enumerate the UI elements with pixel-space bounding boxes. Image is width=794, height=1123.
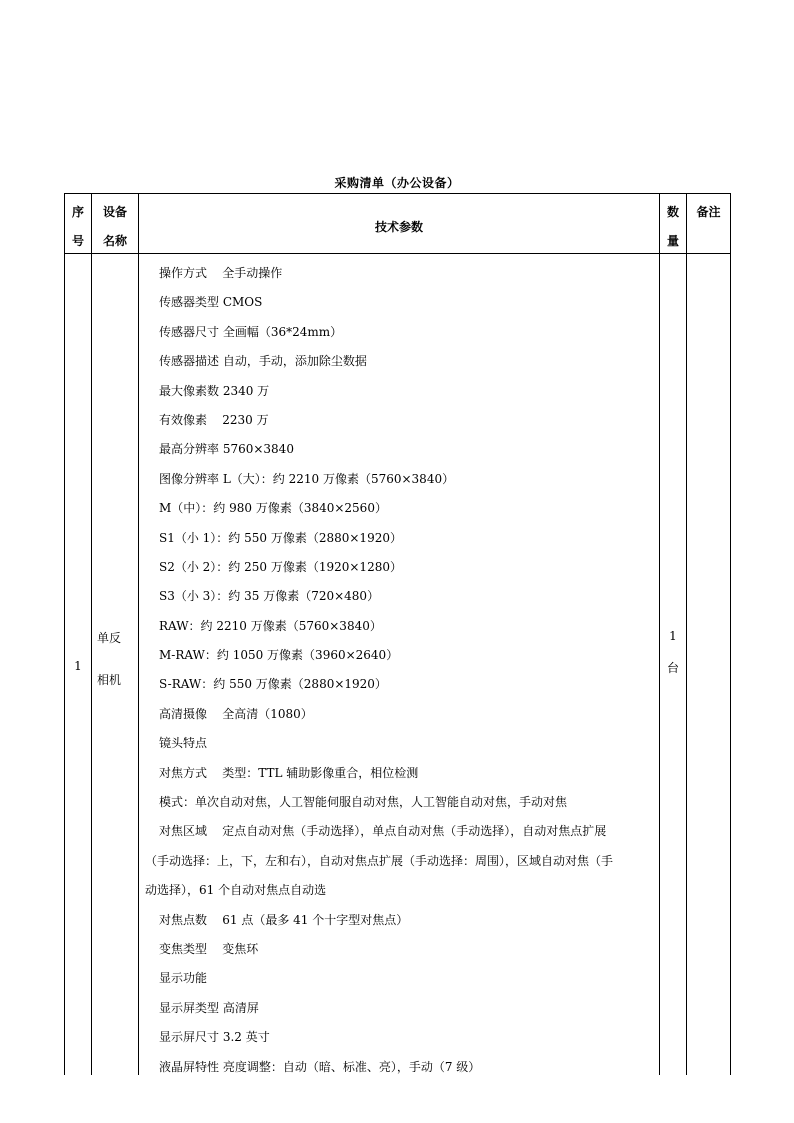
param-line: 图像分辨率 L（大）：约 2210 万像素（5760×3840） <box>159 471 455 486</box>
row1-name-line2: 相机 <box>97 673 122 687</box>
header-name-line2: 名称 <box>102 234 127 248</box>
procurement-table <box>64 193 731 1075</box>
header-note-label: 备注 <box>696 205 721 219</box>
param-line: S1（小 1）：约 550 万像素（2880×1920） <box>159 530 402 545</box>
param-line: 传感器尺寸 全画幅（36*24mm） <box>159 324 343 339</box>
param-line: 操作方式 全手动操作 <box>159 266 283 280</box>
param-line: 液晶屏特性 亮度调整：自动（暗、标准、亮），手动（7 级） <box>159 1059 481 1074</box>
header-params-label: 技术参数 <box>374 220 423 234</box>
param-line: 对焦区域 定点自动对焦（手动选择），单点自动对焦（手动选择），自动对焦点扩展 <box>159 824 607 839</box>
header-qty-line1: 数 <box>666 205 679 219</box>
param-line: M（中）：约 980 万像素（3840×2560） <box>159 501 387 516</box>
header-name-cell <box>92 194 139 254</box>
header-params-cell <box>139 194 660 254</box>
header-note-cell <box>687 194 731 254</box>
param-line: （手动选择：上，下，左和右），自动对焦点扩展（手动选择：周围），区域自动对焦（手 <box>145 853 614 868</box>
row1-params-cell <box>139 254 660 1075</box>
header-qty-line2: 量 <box>666 234 679 248</box>
header-qty-cell <box>660 194 687 254</box>
param-line: 传感器描述 自动，手动，添加除尘数据 <box>159 354 367 369</box>
param-line: 有效像素 2230 万 <box>159 412 269 427</box>
row1-note-cell <box>687 254 731 1075</box>
row1-seq: 1 <box>74 659 82 673</box>
row1-qty-unit: 台 <box>666 661 679 675</box>
param-line: 最大像素数 2340 万 <box>159 383 270 398</box>
header-seq-line1: 序 <box>71 205 84 219</box>
param-line: 显示屏类型 高清屏 <box>159 1000 259 1015</box>
param-line: 最高分辨率 5760×3840 <box>159 442 294 457</box>
document-title: 采购清单（办公设备） <box>334 176 460 190</box>
param-line: S3（小 3）：约 35 万像素（720×480） <box>159 589 380 604</box>
header-seq-cell <box>65 194 92 254</box>
param-line: 显示功能 <box>159 971 208 986</box>
param-line: 对焦方式 类型：TTL 辅助影像重合，相位检测 <box>159 765 419 780</box>
row1-qty-value: 1 <box>669 629 677 643</box>
row1-seq-cell <box>65 254 92 1075</box>
param-line: 显示屏尺寸 3.2 英寸 <box>159 1030 270 1045</box>
param-line: RAW：约 2210 万像素（5760×3840） <box>159 618 382 633</box>
param-line: 动选择），61 个自动对焦点自动选 <box>145 883 327 898</box>
header-seq-line2: 号 <box>71 234 84 248</box>
param-line: S2（小 2）：约 250 万像素（1920×1280） <box>159 559 402 574</box>
row1-name-line1: 单反 <box>97 631 122 645</box>
header-name-line1: 设备 <box>102 205 127 219</box>
param-line: 对焦点数 61 点（最多 41 个十字型对焦点） <box>159 912 409 927</box>
param-line: 传感器类型 CMOS <box>159 295 263 310</box>
param-line: 变焦类型 变焦环 <box>159 941 259 956</box>
param-line: M-RAW：约 1050 万像素（3960×2640） <box>159 648 399 663</box>
param-line: 模式：单次自动对焦，人工智能伺服自动对焦，人工智能自动对焦，手动对焦 <box>159 795 568 810</box>
param-line: 镜头特点 <box>159 736 208 751</box>
row1-qty-cell <box>660 254 687 1075</box>
row1-params-list <box>145 259 653 1082</box>
param-line: S-RAW：约 550 万像素（2880×1920） <box>159 677 387 692</box>
row1-name-cell <box>92 254 139 1075</box>
param-line: 高清摄像 全高清（1080） <box>159 706 313 721</box>
